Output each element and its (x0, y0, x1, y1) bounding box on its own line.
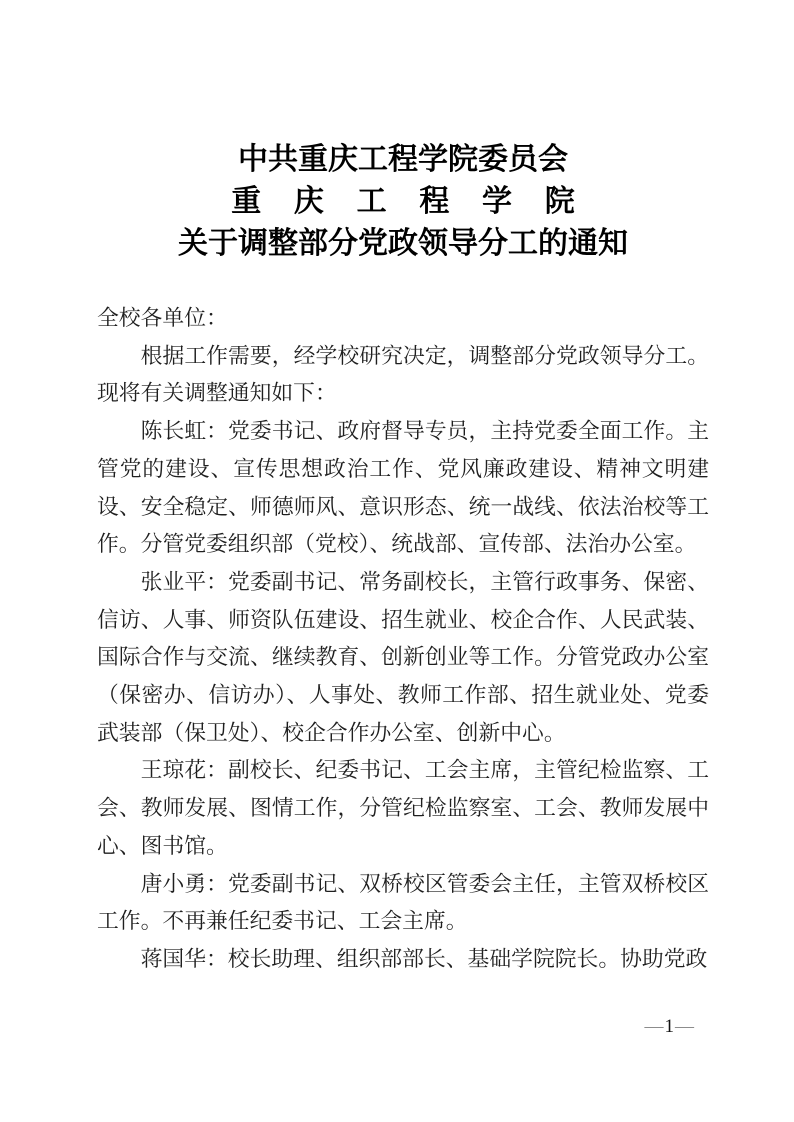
title-subject: 关于调整部分党政领导分工的通知 (178, 227, 628, 260)
salutation: 全校各单位： (97, 306, 228, 330)
page-number-value: 1 (664, 1016, 674, 1037)
page-number (645, 1013, 695, 1041)
body-paragraph-jiang-guohua: 蒋国华：校长助理、组织部部长、基础学院院长。协助党政 (140, 946, 708, 971)
body-paragraph-chen-changhong: 陈长虹：党委书记、政府督导专员，主持党委全面工作。主管党的建设、宣传思想政治工作、党风廉政建设、精神文明建设、安全稳定、师德师风、意识形态、统一战线、依法治校等工作。分管党委组织部（党校）、统战部、宣传部、法治办公室。 (97, 419, 709, 557)
body-paragraph-zhang-yeping: 张业平：党委副书记、常务副校长，主管行政事务、保密、信访、人事、师资队伍建设、招生就业、校企合作、人民武装、国际合作与交流、继续教育、创新创业等工作。分管党政办公室（保密办、信访办）、人事处、教师工作部、招生就业处、党委武装部（保卫处）、校企合作办公室、创新中心。 (97, 569, 709, 745)
title-issuer-committee: 中共重庆工程学院委员会 (238, 143, 568, 176)
document-title-block (97, 0, 709, 265)
page-number-dash-left: — (644, 1016, 664, 1037)
page-number-dash-right: — (675, 1016, 694, 1037)
body-paragraph-wang-qionghua: 王琼花：副校长、纪委书记、工会主席，主管纪检监察、工会、教师发展、图情工作，分管纪检监察室、工会、教师发展中心、图书馆。 (97, 758, 709, 858)
document-body (97, 300, 709, 979)
body-paragraph-tang-xiaoyong: 唐小勇：党委副书记、双桥校区管委会主任，主管双桥校区工作。不再兼任纪委书记、工会主席。 (97, 871, 709, 934)
title-issuer-institution: 重庆工程学院 (231, 185, 608, 218)
body-paragraph-intro: 根据工作需要，经学校研究决定，调整部分党政领导分工。现将有关调整通知如下： (97, 343, 709, 406)
